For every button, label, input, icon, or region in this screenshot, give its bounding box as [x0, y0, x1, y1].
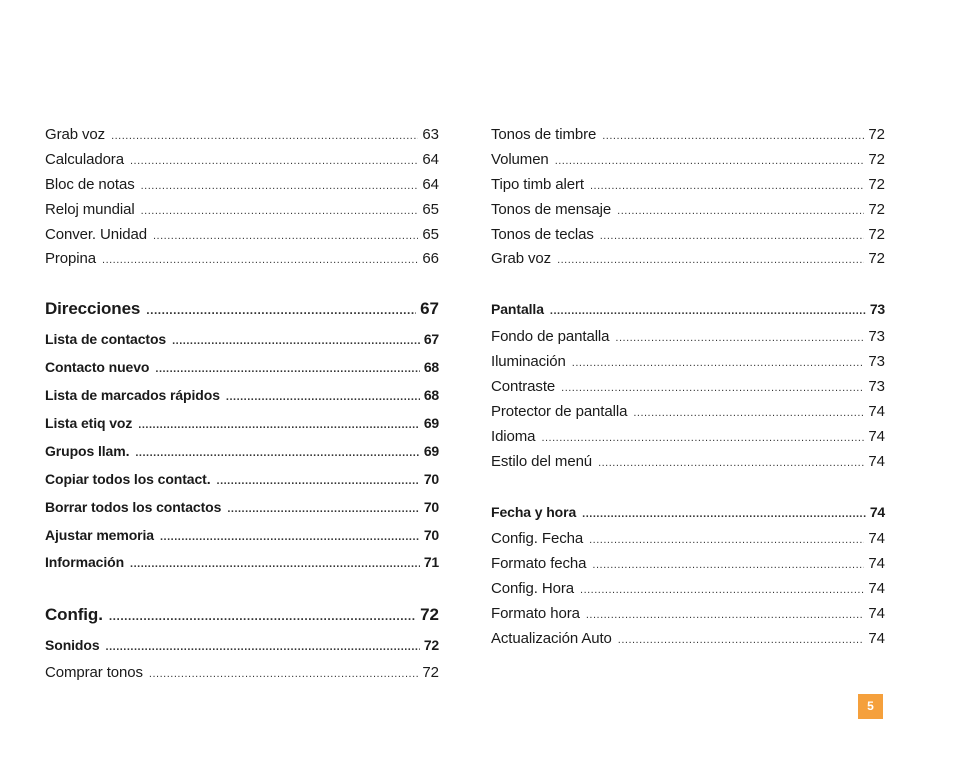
toc-left-column — [45, 124, 439, 687]
toc-entry-sonidos[interactable]: Sonidos ..... 72 — [45, 634, 439, 662]
toc-entry[interactable]: Volumen ..... 72 — [491, 149, 885, 174]
toc-entry-bold[interactable]: Borrar todos los contactos ..... 70 — [45, 496, 439, 524]
toc-entry[interactable]: Reloj mundial ..... 65 — [45, 199, 439, 224]
toc-entry-bold[interactable]: Grupos llam. ..... 69 — [45, 440, 439, 468]
toc-entry[interactable]: Contraste ..... 73 — [491, 376, 885, 401]
toc-entry-bold[interactable]: Lista de marcados rápidos ..... 68 — [45, 384, 439, 412]
toc-entry[interactable]: Config. Fecha ..... 74 — [491, 528, 885, 553]
toc-entry-bold[interactable]: Lista de contactos ..... 67 — [45, 328, 439, 356]
section-gap — [45, 579, 439, 604]
toc-entry[interactable]: Idioma ..... 74 — [491, 426, 885, 451]
section-gap — [491, 476, 885, 501]
toc-entry[interactable]: Fondo de pantalla ..... 73 — [491, 326, 885, 351]
toc-entry-bold[interactable]: Contacto nuevo ..... 68 — [45, 356, 439, 384]
toc-entry[interactable]: Actualización Auto ..... 74 — [491, 628, 885, 653]
toc-entry[interactable]: Tipo timb alert ..... 72 — [491, 174, 885, 199]
toc-entry[interactable]: Estilo del menú ..... 74 — [491, 451, 885, 476]
toc-entry[interactable]: Config. Hora ..... 74 — [491, 578, 885, 603]
toc-entry[interactable]: Tonos de teclas ..... 72 — [491, 224, 885, 249]
toc-heading-fecha-y-hora[interactable]: Fecha y hora ..... 74 — [491, 501, 885, 529]
page-number-badge: 5 — [858, 694, 883, 719]
toc-entry[interactable]: Grab voz ..... 72 — [491, 248, 885, 273]
toc-entry-bold[interactable]: Lista etiq voz ..... 69 — [45, 412, 439, 440]
toc-heading-pantalla[interactable]: Pantalla ..... 73 — [491, 298, 885, 326]
toc-entry[interactable]: Iluminación ..... 73 — [491, 351, 885, 376]
toc-entry[interactable]: Formato fecha ..... 74 — [491, 553, 885, 578]
section-gap — [45, 273, 439, 298]
toc-entry[interactable]: Formato hora ..... 74 — [491, 603, 885, 628]
toc-entry-bold[interactable]: Ajustar memoria ..... 70 — [45, 524, 439, 552]
toc-entry[interactable]: Propina ..... 66 — [45, 248, 439, 273]
toc-heading-config[interactable]: Config. ..... 72 — [45, 604, 439, 634]
toc-entry[interactable]: Calculadora ..... 64 — [45, 149, 439, 174]
toc-entry[interactable]: Tonos de timbre ..... 72 — [491, 124, 885, 149]
toc-entry[interactable]: Bloc de notas ..... 64 — [45, 174, 439, 199]
toc-entry-comprar-tonos[interactable]: Comprar tonos ..... 72 — [45, 662, 439, 687]
toc-entry-bold[interactable]: Información ..... 71 — [45, 551, 439, 579]
toc-entry-bold[interactable]: Copiar todos los contact. ..... 70 — [45, 468, 439, 496]
toc-entry[interactable]: Tonos de mensaje ..... 72 — [491, 199, 885, 224]
section-gap — [491, 273, 885, 298]
toc-entry[interactable]: Grab voz ..... 63 — [45, 124, 439, 149]
toc-right-column — [491, 124, 885, 653]
toc-entry[interactable]: Conver. Unidad ..... 65 — [45, 224, 439, 249]
toc-heading-direcciones[interactable]: Direcciones ..... 67 — [45, 298, 439, 328]
toc-entry[interactable]: Protector de pantalla ..... 74 — [491, 401, 885, 426]
